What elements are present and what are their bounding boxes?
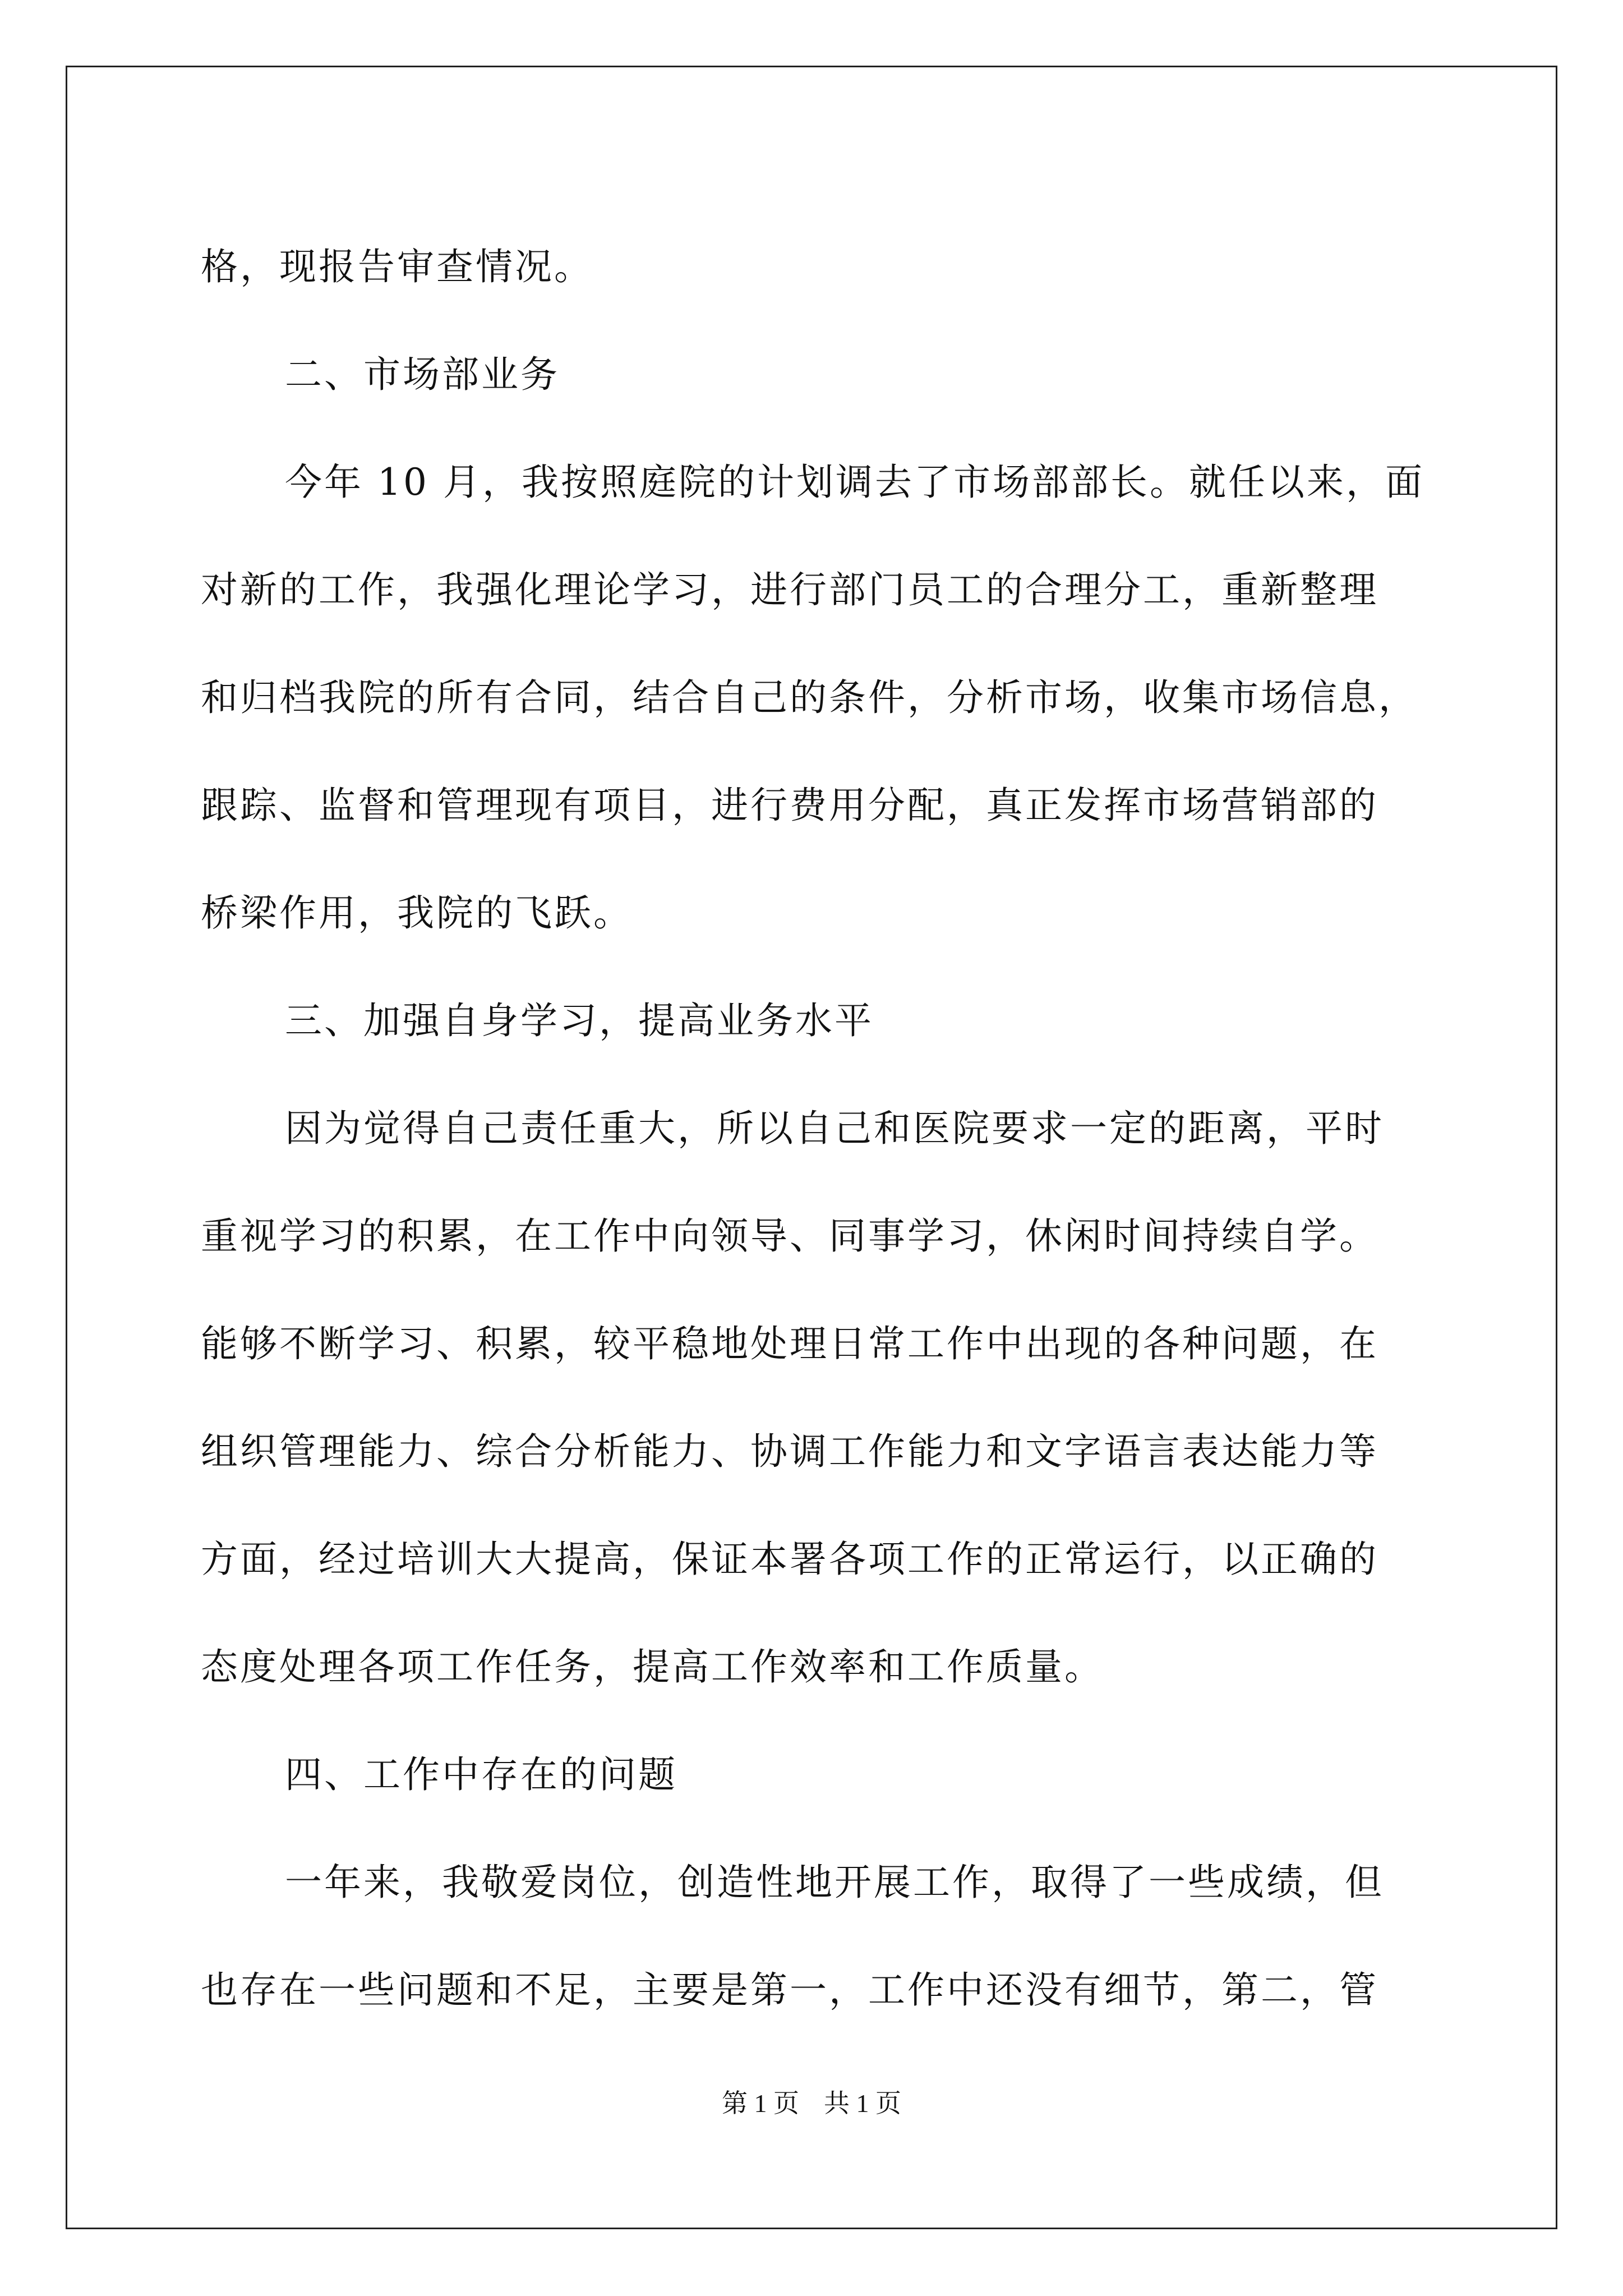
- text-line-11: 能够不断学习、积累，较平稳地处理日常工作中出现的各种问题，在: [201, 1322, 1378, 1365]
- text-line-13: 方面，经过培训大大提高，保证本署各项工作的正常运行，以正确的: [201, 1538, 1378, 1581]
- page-footer: [0, 2087, 1623, 2120]
- page-number-current: 第 1 页: [722, 2089, 799, 2118]
- text-line-17: 也存在一些问题和不足，主要是第一，工作中还没有细节，第二，管: [201, 1968, 1378, 2012]
- text-line-1: 格，现报告审查情况。: [201, 245, 593, 288]
- text-line-7: 桥梁作用，我院的飞跃。: [201, 891, 633, 935]
- section-heading-problems: 四、工作中存在的问题: [285, 1753, 677, 1796]
- section-heading-market: 二、市场部业务: [285, 353, 560, 396]
- text-line-14: 态度处理各项工作任务，提高工作效率和工作质量。: [201, 1645, 1104, 1688]
- text-line-6: 跟踪、监督和管理现有项目，进行费用分配，真正发挥市场营销部的: [201, 784, 1378, 827]
- text-line-16: 一年来，我敬爱岗位，创造性地开展工作，取得了一些成绩，但: [285, 1861, 1384, 1904]
- page-number-total: 共 1 页: [824, 2089, 901, 2118]
- text-line-12: 组织管理能力、综合分析能力、协调工作能力和文字语言表达能力等: [201, 1430, 1378, 1473]
- text-line-3: 今年 10 月，我按照庭院的计划调去了市场部部长。就任以来，面: [285, 461, 1424, 504]
- text-line-9: 因为觉得自己责任重大，所以自己和医院要求一定的距离，平时: [285, 1107, 1384, 1150]
- text-line-5: 和归档我院的所有合同，结合自己的条件，分析市场，收集市场信息，: [201, 676, 1418, 719]
- document-body: [201, 213, 1468, 2044]
- text-line-10: 重视学习的积累，在工作中向领导、同事学习，休闲时间持续自学。: [201, 1214, 1378, 1258]
- section-heading-learning: 三、加强自身学习，提高业务水平: [285, 999, 874, 1042]
- text-line-4: 对新的工作，我强化理论学习，进行部门员工的合理分工，重新整理: [201, 568, 1378, 611]
